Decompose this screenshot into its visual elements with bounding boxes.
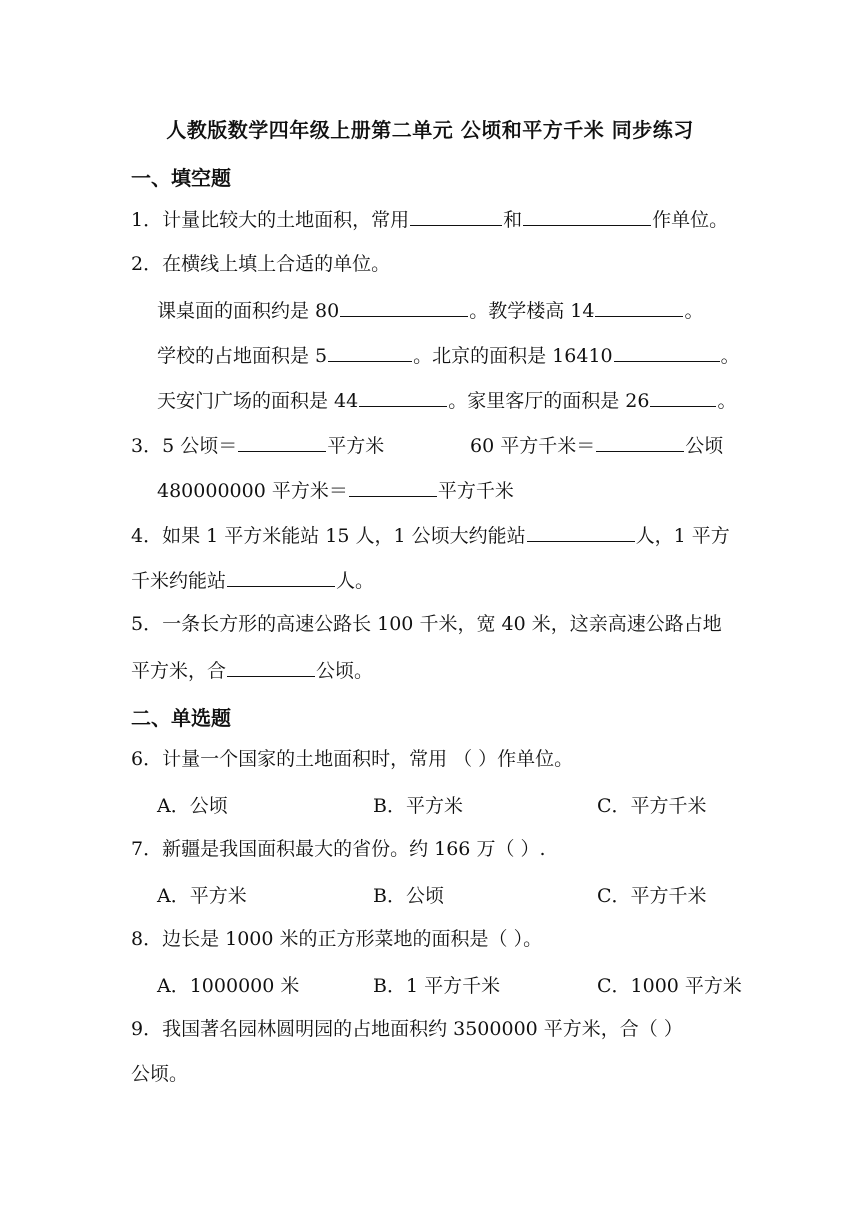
question-text: 。教学楼高 14: [469, 300, 595, 322]
question-3-part-b: [470, 431, 723, 459]
question-text: 。北京的面积是 16410: [413, 345, 613, 367]
question-7: [131, 836, 546, 862]
question-text: 。家里客厅的面积是 26: [448, 390, 650, 412]
question-9: [131, 1016, 683, 1042]
answer-blank[interactable]: [595, 296, 683, 317]
question-text: 天安门广场的面积是 44: [157, 390, 359, 412]
question-text: 边长是 1000 米的正方形菜地的面积是（ ）。: [162, 928, 543, 950]
question-text: 和: [503, 209, 523, 231]
question-text: 如果 1 平方米能站 15 人，1 公顷大约能站: [162, 525, 526, 547]
answer-blank[interactable]: [349, 476, 437, 497]
question-4: [131, 521, 730, 549]
question-number: 3．: [131, 435, 163, 457]
question-number: 5．: [131, 613, 163, 635]
question-8: [131, 926, 542, 952]
question-1: [131, 205, 728, 233]
option-a[interactable]: A．平方米: [157, 885, 247, 907]
answer-blank[interactable]: [614, 341, 720, 362]
page-title: 人教版数学四年级上册第二单元 公顷和平方千米 同步练习: [166, 118, 694, 142]
question-number: 4．: [131, 525, 163, 547]
question-6: [131, 746, 573, 772]
question-number: 9．: [131, 1018, 163, 1040]
answer-blank[interactable]: [328, 341, 412, 362]
option-a[interactable]: A．公顷: [157, 795, 228, 817]
question-5-line-2: [131, 656, 373, 684]
question-text: 学校的占地面积是 5: [157, 345, 328, 367]
option-c[interactable]: C．平方千米: [597, 885, 707, 907]
question-number: 7．: [131, 838, 163, 860]
question-9-line-2: 公顷。: [131, 1063, 189, 1085]
question-number: 2．: [131, 253, 163, 275]
option-b[interactable]: B．1 平方千米: [373, 975, 501, 997]
answer-blank[interactable]: [527, 521, 635, 542]
question-text: 公顷。: [316, 660, 374, 682]
question-number: 6．: [131, 748, 163, 770]
question-text: 平方米: [327, 435, 385, 457]
question-number: 1．: [131, 209, 163, 231]
answer-blank[interactable]: [340, 296, 468, 317]
question-text: 5 公顷＝: [162, 435, 238, 457]
question-text: 平方米，合: [131, 660, 227, 682]
option-a[interactable]: A．1000000 米: [157, 975, 300, 997]
answer-blank[interactable]: [359, 386, 447, 407]
question-text: 。: [684, 300, 704, 322]
section-fill-in-title: 一、填空题: [131, 166, 231, 190]
question-text: 人。: [336, 570, 375, 592]
option-c[interactable]: C．平方千米: [597, 795, 707, 817]
question-4-line-2: [131, 566, 374, 594]
answer-blank[interactable]: [238, 431, 326, 452]
question-text: 60 平方千米＝: [470, 435, 596, 457]
question-text: 作单位。: [652, 209, 729, 231]
question-text: 计量一个国家的土地面积时，常用 （ ）作单位。: [162, 748, 574, 770]
option-b[interactable]: B．平方米: [373, 795, 463, 817]
question-2-row-3: [157, 386, 736, 414]
question-text: 千米约能站: [131, 570, 227, 592]
question-text: 一条长方形的高速公路长 100 千米，宽 40 米，这亲高速公路占地: [162, 613, 722, 635]
question-2-row-1: [157, 296, 703, 324]
answer-blank[interactable]: [227, 566, 335, 587]
option-b[interactable]: B．公顷: [373, 885, 444, 907]
question-text: 计量比较大的土地面积，常用: [162, 209, 410, 231]
question-text: 在横线上填上合适的单位。: [162, 253, 391, 275]
answer-blank[interactable]: [650, 386, 716, 407]
question-5: [131, 611, 722, 637]
question-3: [131, 431, 384, 459]
answer-blank[interactable]: [523, 205, 651, 226]
question-text: 课桌面的面积约是 80: [157, 300, 340, 322]
answer-blank[interactable]: [410, 205, 502, 226]
answer-blank[interactable]: [596, 431, 684, 452]
question-text: 480000000 平方米＝: [157, 480, 348, 502]
question-text: 我国著名园林圆明园的占地面积约 3500000 平方米，合（ ）: [162, 1018, 683, 1040]
answer-blank[interactable]: [227, 656, 315, 677]
question-2-row-2: [157, 341, 740, 369]
question-text: 新疆是我国面积最大的省份。约 166 万（ ）.: [162, 838, 546, 860]
question-text: 公顷: [685, 435, 724, 457]
question-2: [131, 251, 390, 277]
section-multiple-choice-title: 二、单选题: [131, 706, 231, 730]
question-text: 平方千米: [437, 480, 514, 502]
option-c[interactable]: C．1000 平方米: [597, 975, 742, 997]
question-3-part-c: [157, 476, 514, 504]
question-number: 8．: [131, 928, 163, 950]
question-text: 人，1 平方: [635, 525, 730, 547]
question-text: 。: [720, 345, 740, 367]
question-text: 。: [717, 390, 737, 412]
